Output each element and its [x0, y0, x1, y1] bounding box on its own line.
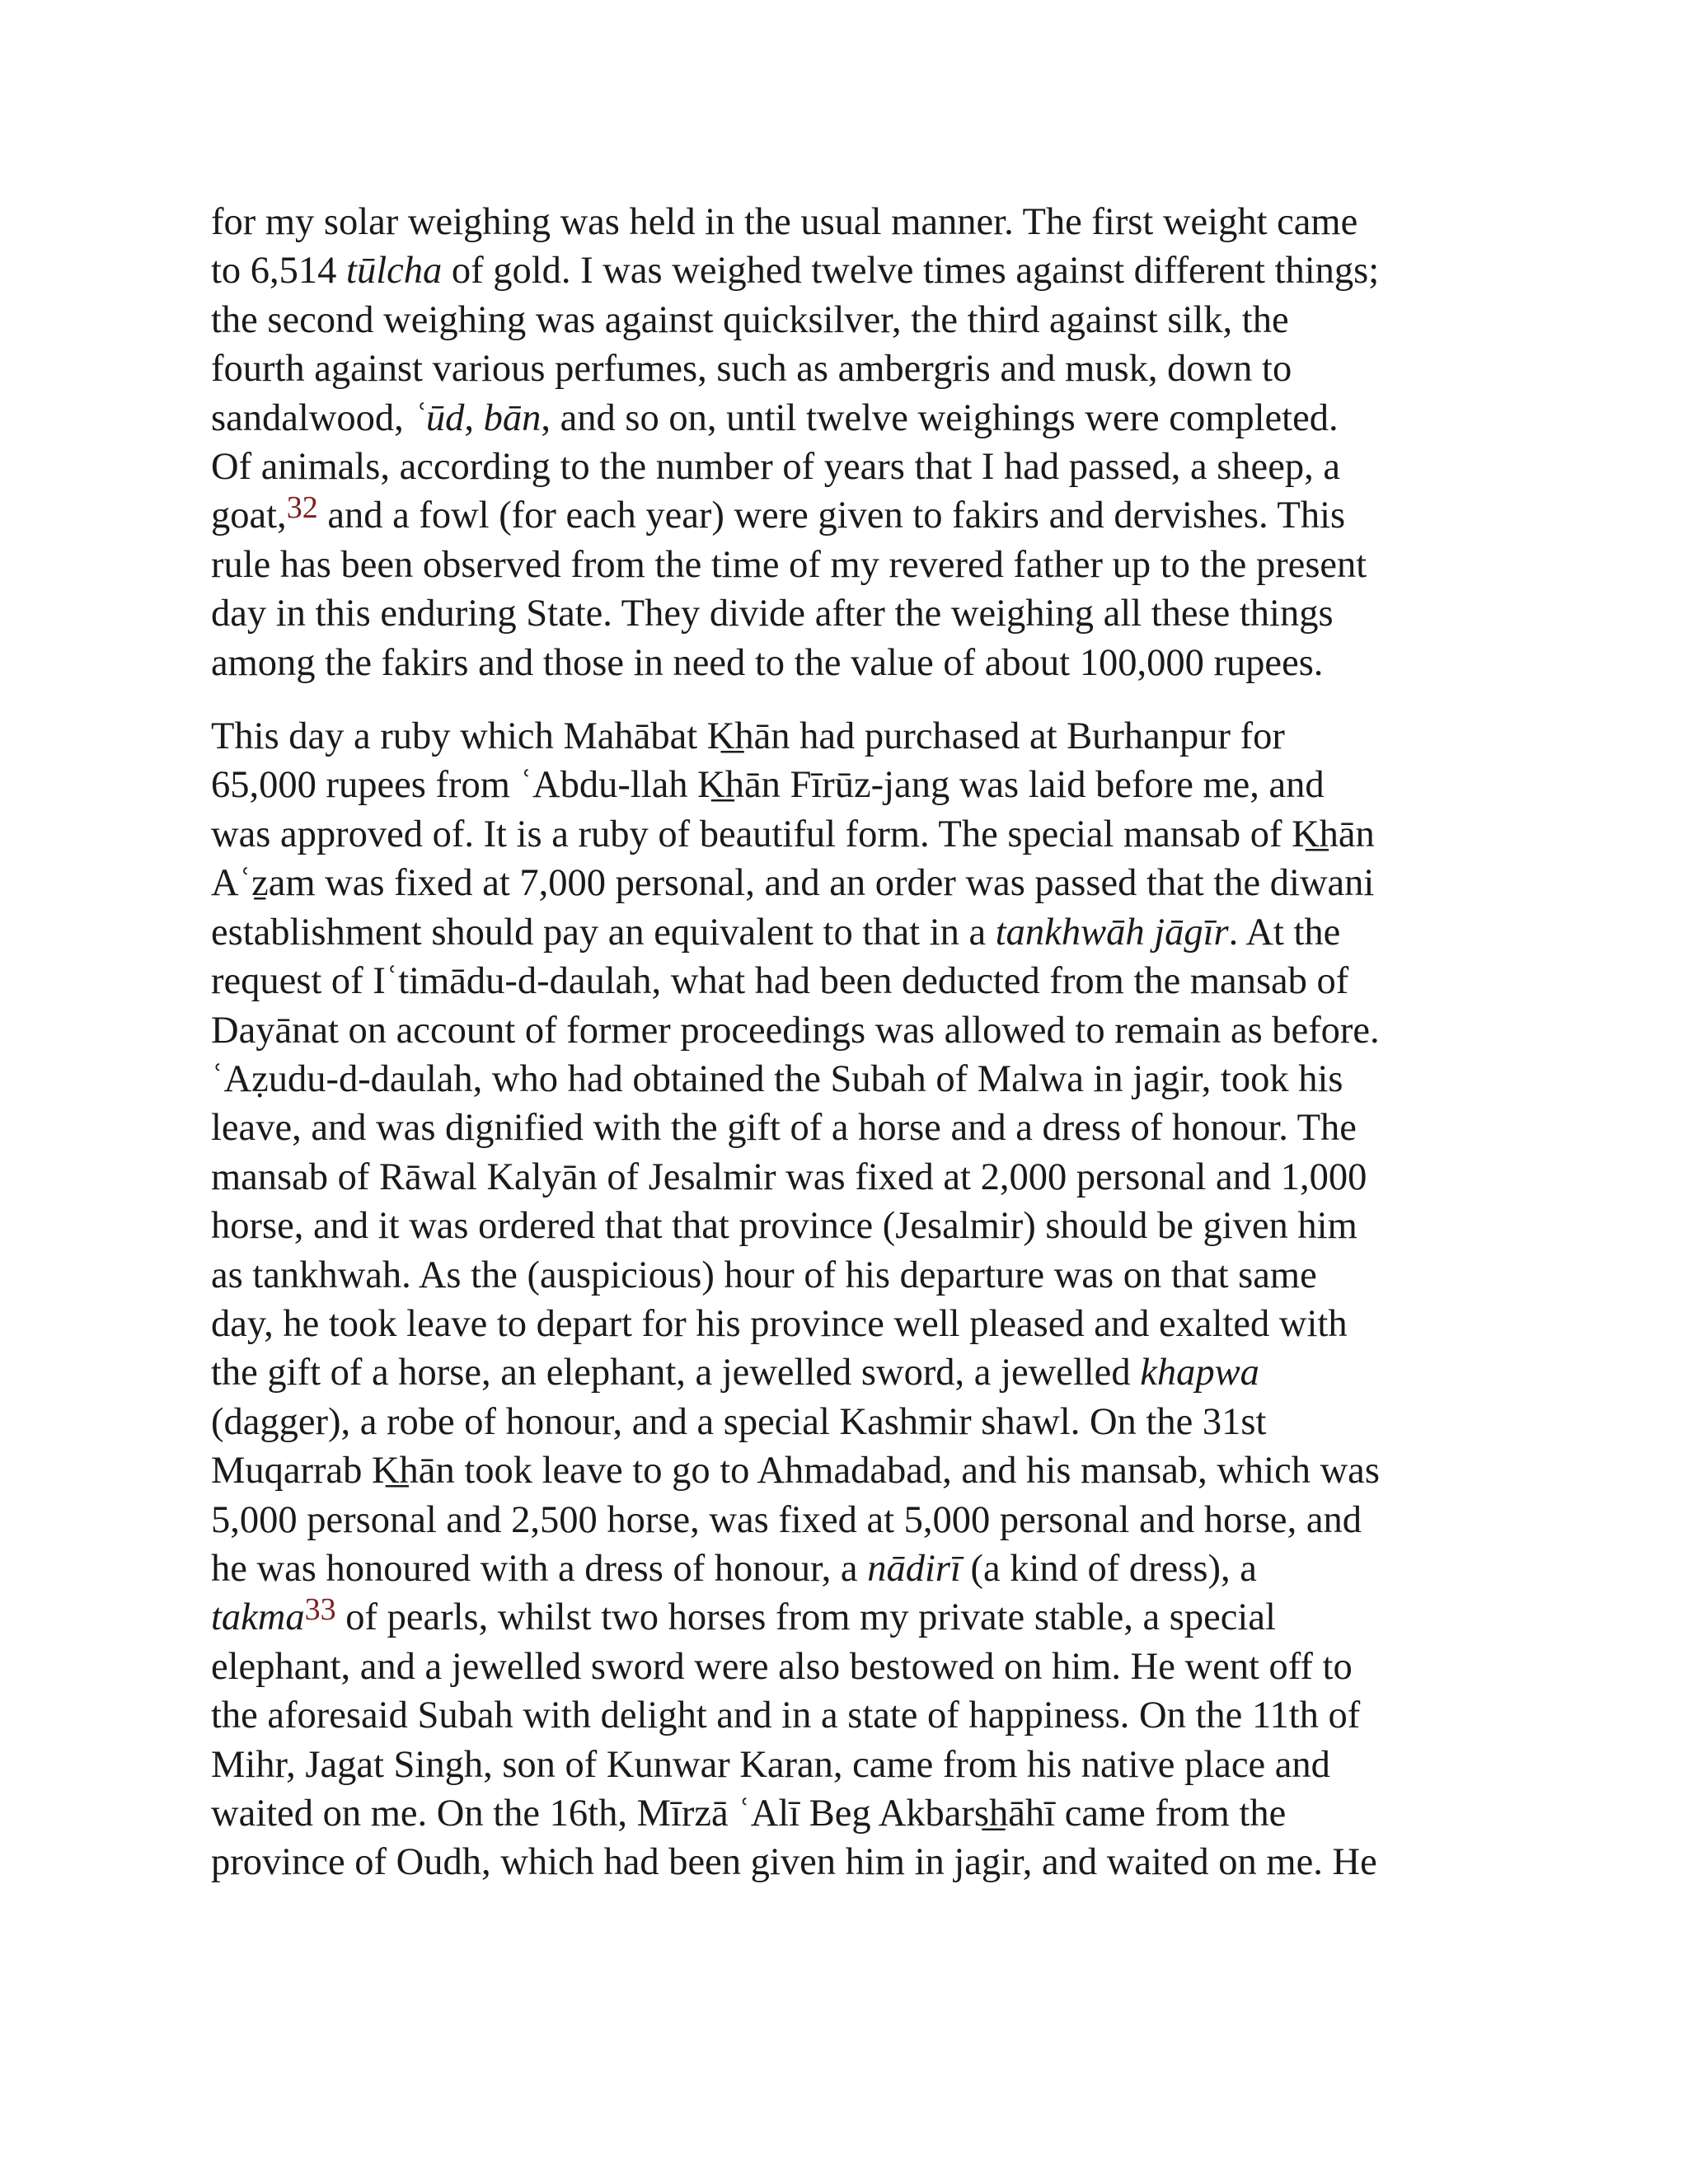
text-run: for my solar weighing was held in the usual manner. The first weight came: [211, 201, 1358, 243]
text-run: , and so on, until twelve weighings were completed.: [541, 396, 1339, 439]
text-run: leave, and was dignified with the gift of a horse and a dress of honour. The: [211, 1107, 1357, 1150]
text-run: the aforesaid Subah with delight and in a state of happiness. On the 11th of: [211, 1694, 1361, 1737]
footnote-link[interactable]: 32: [286, 490, 318, 526]
italic-term: tankhwāh jāgīr: [995, 911, 1229, 954]
text-line: [211, 859, 1497, 907]
text-line: [211, 491, 1497, 540]
text-line: [211, 1691, 1497, 1740]
italic-term: nādirī: [867, 1547, 961, 1590]
text-run: waited on me. On the 16th, Mīrzā ʿAlī Beg Akbars͟hāhī came from the: [211, 1793, 1287, 1835]
text-run: Muqarrab K͟hān took leave to go to Ahmadabad, and his mansab, which was: [211, 1450, 1380, 1493]
text-line: [211, 1593, 1497, 1642]
text-run: This day a ruby which Mahābat K͟hān had purchased at Burhanpur for: [211, 715, 1285, 758]
text-run: of pearls, whilst two horses from my private stable, a special: [335, 1596, 1276, 1639]
text-run: was approved of. It is a ruby of beautiful form. The special mansab of K͟hān: [211, 813, 1375, 855]
text-line: [211, 1006, 1497, 1055]
text-run: Aʿẕam was fixed at 7,000 personal, and an order was passed that the diwani: [211, 862, 1375, 905]
text-run: Of animals, according to the number of years that I had passed, a sheep, a: [211, 446, 1340, 489]
text-run: day, he took leave to depart for his province well pleased and exalted with: [211, 1302, 1348, 1345]
document-page: [211, 198, 1497, 1912]
text-line: [211, 589, 1497, 638]
text-run: Mihr, Jagat Singh, son of Kunwar Karan, came from his native place and: [211, 1743, 1330, 1786]
italic-term: takma: [211, 1596, 305, 1639]
text-line: [211, 1446, 1497, 1495]
text-run: among the fakirs and those in need to the value of about 100,000 rupees.: [211, 641, 1324, 684]
text-run: ʿAẓudu-d-daulah, who had obtained the Subah of Malwa in jagir, took his: [211, 1057, 1343, 1100]
text-line: [211, 1789, 1497, 1838]
text-run: day in this enduring State. They divide after the weighing all these things: [211, 593, 1334, 635]
text-line: [211, 1251, 1497, 1300]
text-line: [211, 1300, 1497, 1348]
text-line: [211, 712, 1497, 761]
text-line: [211, 344, 1497, 393]
text-line: [211, 1055, 1497, 1104]
text-line: [211, 810, 1497, 859]
paragraph: [211, 198, 1497, 687]
text-line: [211, 957, 1497, 1005]
text-run: rule has been observed from the time of my revered father up to the present: [211, 543, 1367, 586]
text-line: [211, 1544, 1497, 1593]
text-line: [211, 443, 1497, 491]
text-line: [211, 1202, 1497, 1250]
text-line: [211, 246, 1497, 295]
text-run: 65,000 rupees from ʿAbdu-llah K͟hān Fīrūz-jang was laid before me, and: [211, 764, 1325, 807]
text-line: [211, 1153, 1497, 1202]
text-line: [211, 761, 1497, 809]
text-run: of gold. I was weighed twelve times against different things;: [442, 250, 1380, 293]
text-run: goat,: [211, 494, 287, 537]
text-run: the second weighing was against quicksilver, the third against silk, the: [211, 298, 1289, 341]
text-line: [211, 1496, 1497, 1544]
text-run: . At the: [1228, 911, 1341, 954]
italic-term: ʿūd: [413, 396, 465, 439]
text-run: mansab of Rāwal Kalyān of Jesalmir was fixed at 2,000 personal and 1,000: [211, 1155, 1367, 1198]
text-run: as tankhwah. As the (auspicious) hour of his departure was on that same: [211, 1254, 1317, 1296]
text-line: [211, 296, 1497, 344]
text-line: [211, 541, 1497, 589]
text-run: (a kind of dress), a: [960, 1547, 1257, 1590]
italic-term: tūlcha: [346, 250, 443, 293]
text-line: [211, 1348, 1497, 1397]
italic-term: khapwa: [1140, 1352, 1259, 1394]
text-line: [211, 1398, 1497, 1446]
text-run: elephant, and a jewelled sword were also bestowed on him. He went off to: [211, 1645, 1353, 1688]
footnote-link[interactable]: 33: [304, 1592, 336, 1628]
text-run: province of Oudh, which had been given him in jagir, and waited on me. He: [211, 1841, 1377, 1884]
text-run: he was honoured with a dress of honour, a: [211, 1547, 868, 1590]
text-run: request of Iʿtimādu-d-daulah, what had been deducted from the mansab of: [211, 960, 1349, 1003]
text-run: Dayānat on account of former proceedings was allowed to remain as before.: [211, 1009, 1380, 1052]
paragraph: [211, 712, 1497, 1887]
text-run: (dagger), a robe of honour, and a special Kashmir shawl. On the 31st: [211, 1400, 1267, 1443]
text-run: fourth against various perfumes, such as ambergris and musk, down to: [211, 348, 1292, 391]
text-line: [211, 1104, 1497, 1152]
text-line: [211, 1838, 1497, 1886]
text-run: ,: [464, 396, 484, 439]
text-line: [211, 1741, 1497, 1789]
text-line: [211, 394, 1497, 443]
text-run: horse, and it was ordered that that province (Jesalmir) should be given him: [211, 1205, 1357, 1248]
text-line: [211, 1643, 1497, 1691]
text-line: [211, 639, 1497, 687]
text-run: 5,000 personal and 2,500 horse, was fixed at 5,000 personal and horse, and: [211, 1498, 1362, 1541]
italic-term: bān: [483, 396, 542, 439]
text-line: [211, 198, 1497, 246]
text-run: sandalwood,: [211, 396, 414, 439]
text-run: the gift of a horse, an elephant, a jewelled sword, a jewelled: [211, 1352, 1141, 1394]
text-run: to 6,514: [211, 250, 347, 293]
text-line: [211, 908, 1497, 957]
text-run: and a fowl (for each year) were given to fakirs and dervishes. This: [317, 494, 1346, 537]
text-run: establishment should pay an equivalent to that in a: [211, 911, 996, 954]
